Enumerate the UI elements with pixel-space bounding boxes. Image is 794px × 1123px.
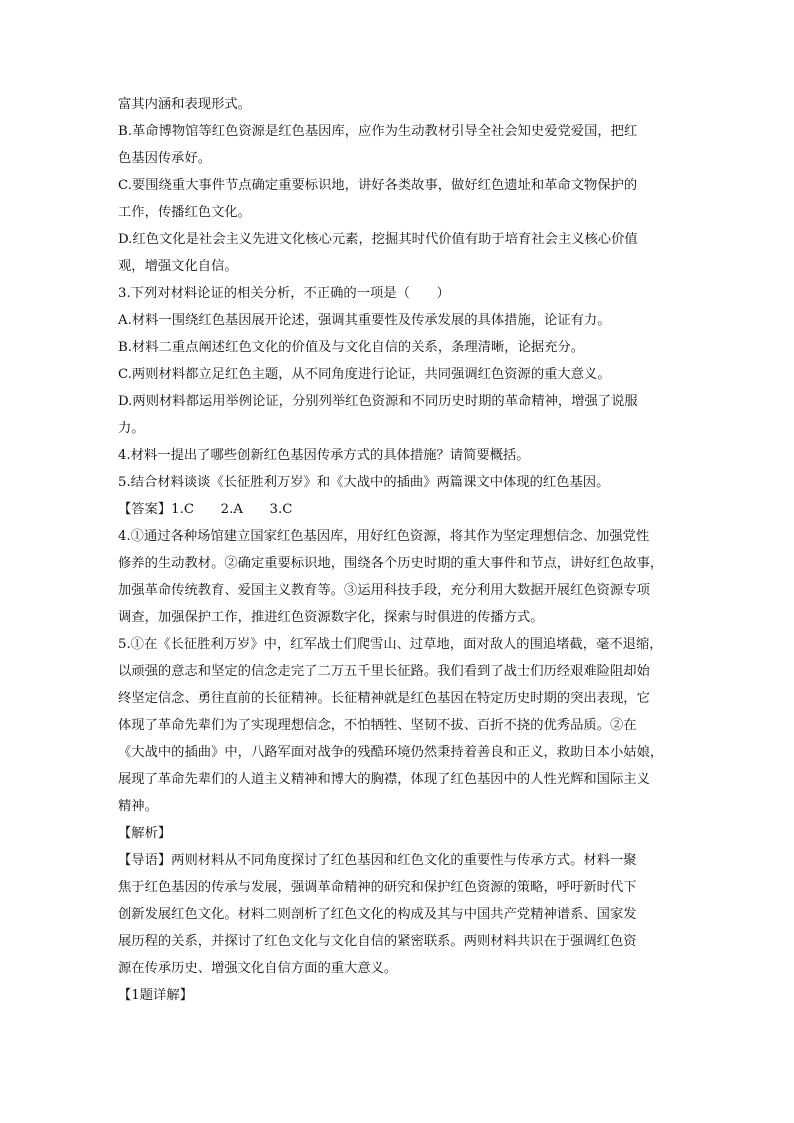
option-d-line-1: D.红色文化是社会主义先进文化核心元素，挖掘其时代价值有助于培育社会主义核心价值 [118,232,638,247]
answer-4-line-2: 修养的生动教材。②确定重要标识地，围绕各个历史时期的重大事件和节点，讲好红色故事， [118,556,664,571]
option-c-line-1: C.要围绕重大事件节点确定重要标识地，讲好各类故事，做好红色遗址和革命文物保护的 [118,178,638,193]
answer-4-line-4: 调查，加强保护工作，推进红色资源数字化，探索与时俱进的传播方式。 [118,610,544,625]
q3-option-b: B.材料二重点阐述红色文化的价值及与文化自信的关系，条理清晰，论据充分。 [118,340,585,355]
intro-line-5: 源在传承历史、增强文化自信方面的重大意义。 [118,961,398,976]
question-4: 4.材料一提出了哪些创新红色基因传承方式的具体措施？请简要概括。 [118,448,530,463]
answer-5-line-5: 《大战中的插曲》中，八路军面对战争的残酷环境仍然秉持着善良和正义，救助日本小姑娘， [118,745,664,760]
question-5: 5.结合材料谈谈《长征胜利万岁》和《大战中的插曲》两篇课文中体现的红色基因。 [118,475,610,490]
answer-5-line-2: 以顽强的意志和坚定的信念走完了二万五千里长征路。我们看到了战士们历经艰难险阻却始 [118,664,650,679]
answer-5-line-3: 终坚定信念、勇往直前的长征精神。长征精神就是红色基因在特定历史时期的突出表现，它 [118,691,650,706]
option-c-line-2: 工作，传播红色文化。 [118,205,251,220]
intro-line-1: 【导语】两则材料从不同角度探讨了红色基因和红色文化的重要性与传承方式。材料一聚 [118,853,637,868]
q3-option-d-line-1: D.两则材料都运用举例论证，分别列举红色资源和不同历史时期的革命精神，增强了说服 [118,394,638,409]
question-3: 3.下列对材料论证的相关分析，不正确的一项是（ ） [118,286,450,301]
intro-line-4: 展历程的关系，并探讨了红色文化与文化自信的紧密联系。两则材料共识在于强调红色资 [118,934,637,949]
analysis-heading: 【解析】 [118,826,172,841]
q3-option-c: C.两则材料都立足红色主题，从不同角度进行论证，共同强调红色资源的重大意义。 [118,367,611,382]
q3-option-d-line-2: 力。 [118,421,145,436]
intro-line-2: 焦于红色基因的传承与发展，强调革命精神的研究和保护红色资源的策略，呼吁新时代下 [118,880,637,895]
intro-line-3: 创新发展红色文化。材料二则剖析了红色文化的构成及其与中国共产党精神谱系、国家发 [118,907,637,922]
option-d-line-2: 观，增强文化自信。 [118,259,238,274]
answer-5-line-4: 体现了革命先辈们为了实现理想信念，不怕牺牲、坚韧不拔、百折不挠的优秀品质。②在 [118,718,637,733]
answer-4-line-1: 4.①通过各种场馆建立国家红色基因库，用好红色资源，将其作为坚定理想信念、加强党性 [118,529,650,544]
answer-5-line-1: 5.①在《长征胜利万岁》中，红军战士们爬雪山、过草地，面对敌人的围追堵截，毫不退缩， [118,637,663,652]
answer-5-line-6: 展现了革命先辈们的人道主义精神和博大的胸襟，体现了红色基因中的人性光辉和国际主义 [118,772,650,787]
answer-5-line-7: 精神。 [118,799,158,814]
text-line-1: 富其内涵和表现形式。 [118,97,251,112]
q3-option-a: A.材料一围绕红色基因展开论述，强调其重要性及传承发展的具体措施，论证有力。 [118,313,611,328]
option-b-line-2: 色基因传承好。 [118,151,212,166]
q1-detail-heading: 【1题详解】 [118,988,193,1003]
answer-heading: 【答案】1.C 2.A 3.C [118,502,293,517]
answer-4-line-3: 加强革命传统教育、爱国主义教育等。③运用科技手段，充分利用大数据开展红色资源专项 [118,583,650,598]
option-b-line-1: B.革命博物馆等红色资源是红色基因库，应作为生动教材引导全社会知史爱党爱国，把红 [118,124,638,139]
document-body [118,91,678,1009]
